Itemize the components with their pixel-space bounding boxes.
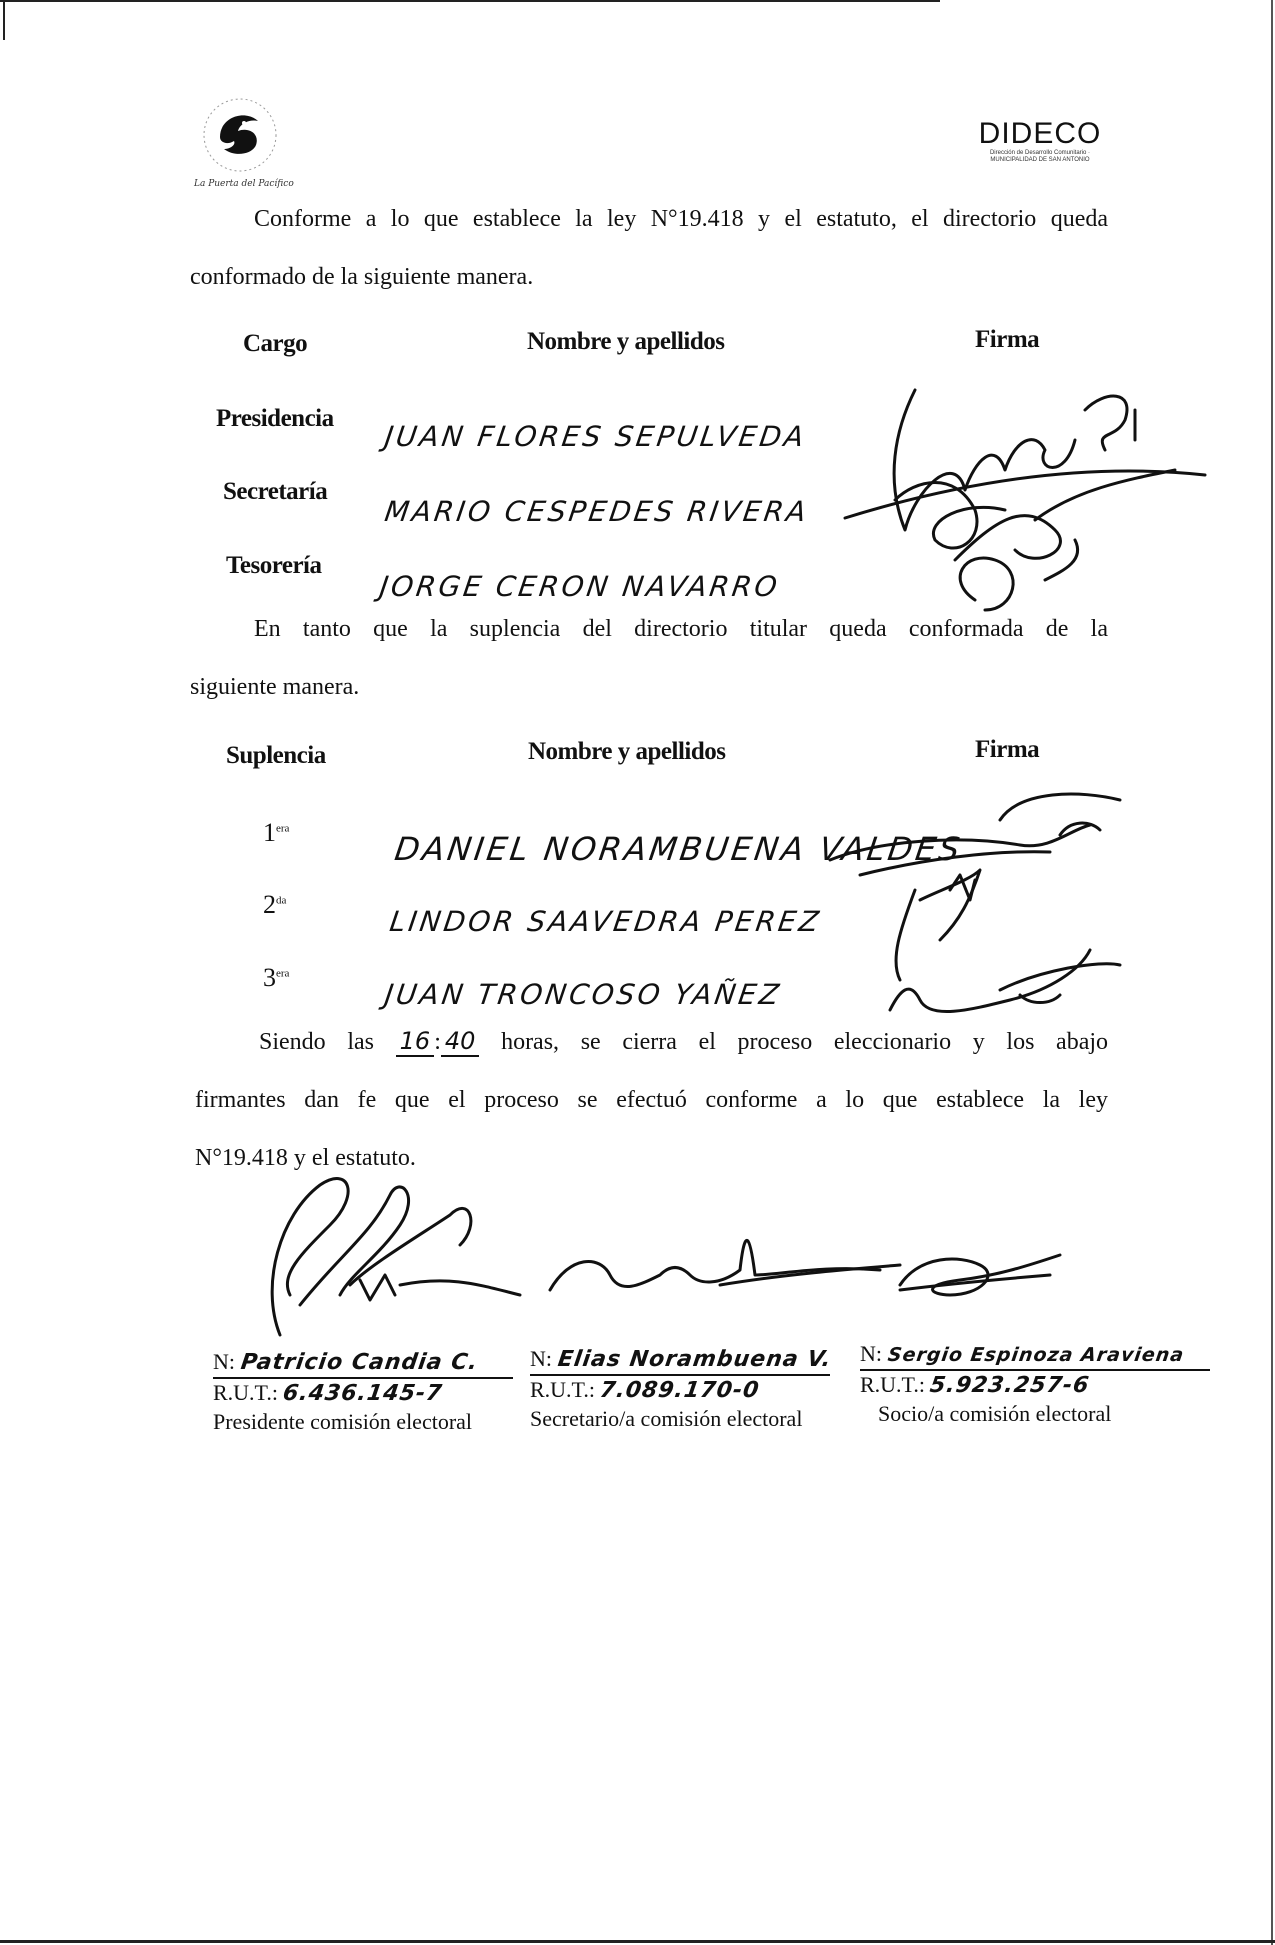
suplencia-signatures bbox=[820, 780, 1140, 1050]
dideco-logo bbox=[975, 118, 1105, 183]
closing-line-2: firmantes dan fe que el proceso se efectuó conforme a lo que establece la ley bbox=[195, 1087, 1108, 1113]
directorio-signatures bbox=[835, 370, 1215, 630]
suplente-nombre-3: JUAN TRONCOSO YAÑEZ bbox=[382, 978, 784, 1011]
ordinal-suffix: da bbox=[276, 894, 287, 907]
intro-paragraph bbox=[190, 190, 1108, 306]
suplencia-paragraph bbox=[190, 600, 1108, 716]
firmante-n-label: N: bbox=[530, 1346, 552, 1371]
cargo-tesoreria: Tesorería bbox=[226, 552, 322, 579]
dideco-name: DIDECO bbox=[978, 117, 1102, 150]
firmante-n-value: Elias Norambuena V. bbox=[555, 1347, 833, 1372]
closing-hour: 16 bbox=[396, 1027, 435, 1057]
suplente-ordinal-2 bbox=[263, 890, 286, 920]
scan-border-left bbox=[3, 0, 5, 40]
scan-border-bottom bbox=[0, 1940, 1275, 1943]
firmante-rut-label: R.U.T.: bbox=[530, 1377, 595, 1402]
suplente-ordinal-1 bbox=[263, 818, 289, 848]
firmante-rut-value: 7.089.170-0 bbox=[598, 1378, 762, 1403]
closing-line-3: N°19.418 y el estatuto. bbox=[195, 1145, 416, 1171]
firmante-n-value: Sergio Espinoza Araviena bbox=[885, 1344, 1186, 1366]
ordinal-number: 3 bbox=[263, 963, 276, 992]
closing-minute: 40 bbox=[441, 1027, 480, 1057]
firmante-n-value: Patricio Candia C. bbox=[238, 1350, 480, 1375]
cargo-presidencia: Presidencia bbox=[216, 405, 334, 432]
header-cargo: Cargo bbox=[243, 330, 308, 357]
nombre-presidencia: JUAN FLORES SEPULVEDA bbox=[382, 420, 809, 453]
firmante-rut-value: 6.436.145-7 bbox=[281, 1381, 445, 1406]
suplente-nombre-1: DANIEL NORAMBUENA VALDES bbox=[392, 830, 965, 868]
firmante-socio bbox=[860, 1340, 1210, 1428]
intro-line-2: conformado de la siguiente manera. bbox=[190, 264, 534, 290]
firmante-secretario bbox=[530, 1345, 833, 1433]
suplencia-line-2: siguiente manera. bbox=[190, 674, 360, 700]
header-firma-suplencia: Firma bbox=[975, 736, 1040, 763]
ordinal-suffix: era bbox=[276, 967, 290, 980]
suplente-ordinal-3 bbox=[263, 963, 289, 993]
scan-border-right bbox=[1271, 0, 1273, 1945]
nombre-secretaria: MARIO CESPEDES RIVERA bbox=[382, 495, 811, 528]
fish-emblem-icon bbox=[190, 95, 310, 177]
closing-pre: Siendo las bbox=[259, 1029, 374, 1055]
ordinal-suffix: era bbox=[276, 822, 290, 835]
closing-post: horas, se cierra el proceso eleccionario y los abajo bbox=[501, 1029, 1109, 1055]
logo-caption: La Puerta del Pacífico bbox=[194, 179, 294, 189]
suplente-nombre-2: LINDOR SAAVEDRA PEREZ bbox=[387, 905, 824, 938]
municipal-logo bbox=[190, 95, 310, 195]
firmante-rut-label: R.U.T.: bbox=[213, 1380, 278, 1405]
header-firma: Firma bbox=[975, 326, 1040, 353]
firmante-role: Presidente comisión electoral bbox=[213, 1409, 473, 1434]
dideco-subtitle: Dirección de Desarrollo Comunitario · MUNICIPALIDAD DE SAN ANTONIO bbox=[989, 150, 1091, 163]
ordinal-number: 1 bbox=[263, 818, 276, 847]
suplencia-line-1: En tanto que la suplencia del directorio titular queda conformada de la bbox=[254, 616, 1108, 642]
nombre-tesoreria: JORGE CERON NAVARRO bbox=[377, 570, 783, 603]
firmante-rut-value: 5.923.257-6 bbox=[928, 1373, 1092, 1398]
intro-line-1: Conforme a lo que establece la ley N°19.418 y el estatuto, el directorio queda bbox=[254, 206, 1108, 232]
closing-colon: : bbox=[434, 1029, 441, 1055]
header-suplencia: Suplencia bbox=[226, 742, 326, 769]
firmante-n-label: N: bbox=[860, 1341, 882, 1366]
firmante-role: Socio/a comisión electoral bbox=[878, 1401, 1112, 1426]
scan-border-top bbox=[0, 0, 940, 2]
firmante-presidente bbox=[213, 1348, 513, 1436]
firmante-role: Secretario/a comisión electoral bbox=[530, 1406, 803, 1431]
ordinal-number: 2 bbox=[263, 890, 276, 919]
header-nombre-suplencia: Nombre y apellidos bbox=[528, 738, 726, 765]
firmante-rut-label: R.U.T.: bbox=[860, 1372, 925, 1397]
firmantes-signatures bbox=[200, 1135, 1100, 1355]
cargo-secretaria: Secretaría bbox=[223, 478, 328, 505]
header-nombre: Nombre y apellidos bbox=[527, 328, 725, 355]
firmante-n-label: N: bbox=[213, 1349, 235, 1374]
